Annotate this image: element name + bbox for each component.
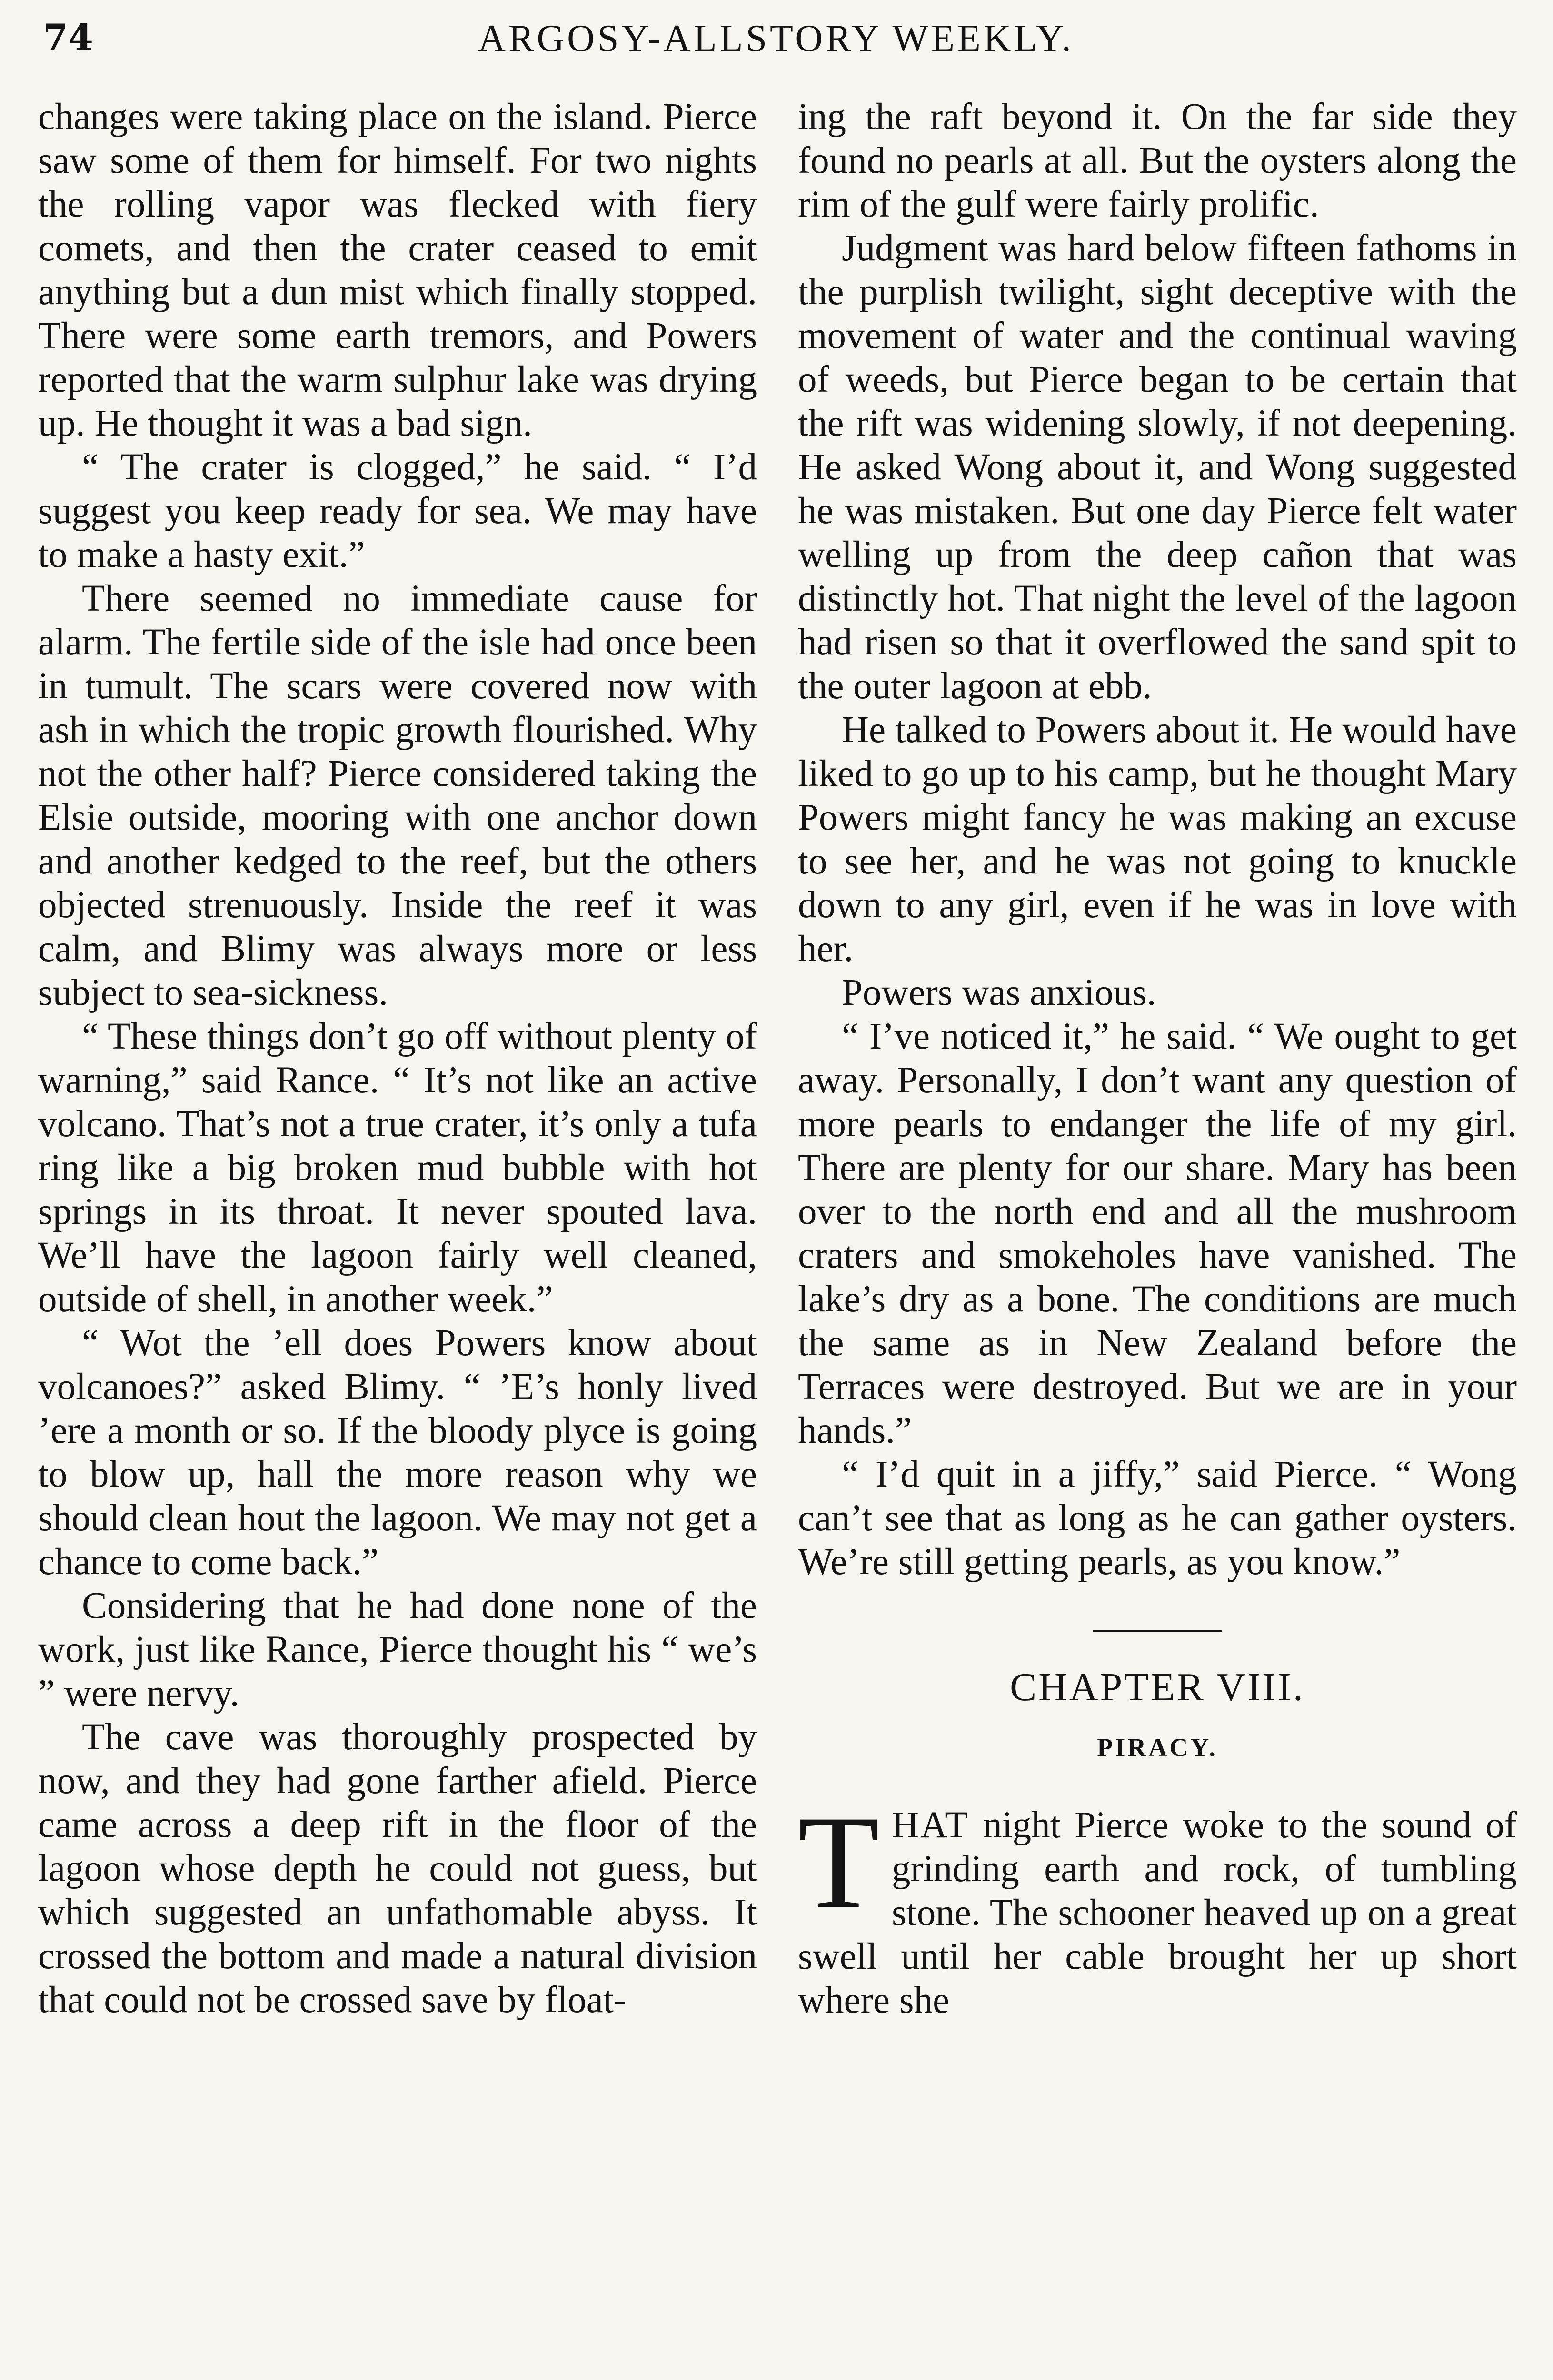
left-column bbox=[38, 95, 757, 2022]
opening-small-caps: HAT bbox=[892, 1805, 969, 1846]
right-column bbox=[798, 95, 1517, 2023]
drop-cap: T bbox=[798, 1788, 880, 1936]
paragraph: Judgment was hard below fifteen fathoms in the purplish twilight, sight deceptive with the movement of water and the continual waving of weeds, but Pierce began to be certain that the rift was widening slowly, if not deepening. He asked Wong about it, and Wong suggested he was mistaken. But one day Pierce felt water welling up from the deep cañon that was distinctly hot. That night the level of the lagoon had risen so that it overflowed the sand spit to the outer lagoon at ebb. bbox=[798, 228, 1517, 707]
paragraph: He talked to Powers about it. He would have liked to go up to his camp, but he thought Mary Powers might fancy he was making an excuse to see her, and he was not going to knuckle down to any girl, even if he was in love with her. bbox=[798, 709, 1517, 970]
paragraph: “ Wot the ’ell does Powers know about volcanoes?” asked Blimy. “ ’E’s honly lived ’ere a month or so. If the bloody plyce is going to blow up, hall the more reason why we should clean hout the lagoon. We may not get a chance to come back.” bbox=[38, 1322, 757, 1583]
chapter-divider bbox=[1093, 1630, 1222, 1632]
page-header bbox=[43, 11, 1509, 73]
chapter-subtitle: PIRACY. bbox=[1097, 1733, 1218, 1762]
opening-paragraph bbox=[798, 1788, 1517, 2023]
paragraph: “ The crater is clogged,” he said. “ I’d suggest you keep ready for sea. We may have to make a hasty exit.” bbox=[38, 446, 757, 575]
paragraph: “ I’d quit in a jiffy,” said Pierce. “ Wong can’t see that as long as he can gather oysters. We’re still getting pearls, as you know.” bbox=[798, 1454, 1517, 1583]
paragraph: There seemed no immediate cause for alarm. The fertile side of the isle had once been in tumult. The scars were covered now with ash in which the tropic growth flourished. Why not the other half? Pierce considered taking the Elsie outside, mooring with one anchor down and another kedged to the reef, but the others objected strenuously. Inside the reef it was calm, and Blimy was always more or less subject to sea-sickness. bbox=[38, 578, 757, 1013]
chapter-opening bbox=[798, 1788, 1517, 2023]
paragraph: Considering that he had done none of the work, just like Rance, Pierce thought his “ we’s ” were nervy. bbox=[38, 1585, 757, 1714]
paragraph: changes were taking place on the island. Pierce saw some of them for himself. For two nights the rolling vapor was flecked with fiery comets, and then the crater ceased to emit anything but a dun mist which finally stopped. There were some earth tremors, and Powers reported that the warm sulphur lake was drying up. He thought it was a bad sign. bbox=[38, 96, 757, 444]
paragraph: “ I’ve noticed it,” he said. “ We ought to get away. Personally, I don’t want any question of more pearls to endanger the life of my girl. There are plenty for our share. Mary has been over to the north end and all the mushroom craters and smokeholes have vanished. The lake’s dry as a bone. The conditions are much the same as in New Zealand before the Terraces were destroyed. But we are in your hands.” bbox=[798, 1016, 1517, 1451]
page-number: 74 bbox=[43, 16, 93, 59]
running-title: ARGOSY-ALLSTORY WEEKLY. bbox=[478, 18, 1074, 60]
paragraph: Powers was anxious. bbox=[842, 972, 1156, 1013]
paragraph: “ These things don’t go off without plenty of warning,” said Rance. “ It’s not like an active volcano. That’s not a true crater, it’s only a tufa ring like a big broken mud bubble with hot springs in its throat. It never spouted lava. We’ll have the lagoon fairly well cleaned, outside of shell, in another week.” bbox=[38, 1016, 757, 1320]
opening-text: night Pierce woke to the sound of grinding earth and rock, of tumbling stone. The schooner heaved up on a great swell until her cable brought her up short where she bbox=[798, 1805, 1517, 2021]
paragraph: The cave was thoroughly prospected by now, and they had gone farther afield. Pierce came across a deep rift in the floor of the lagoon whose depth he could not guess, but which suggested an unfathomable abyss. It crossed the bottom and made a natural division that could not be crossed save by float- bbox=[38, 1716, 757, 2021]
paragraph: ing the raft beyond it. On the far side they found no pearls at all. But the oysters along the rim of the gulf were fairly prolific. bbox=[798, 96, 1517, 225]
chapter-title: CHAPTER VIII. bbox=[1010, 1665, 1305, 1709]
